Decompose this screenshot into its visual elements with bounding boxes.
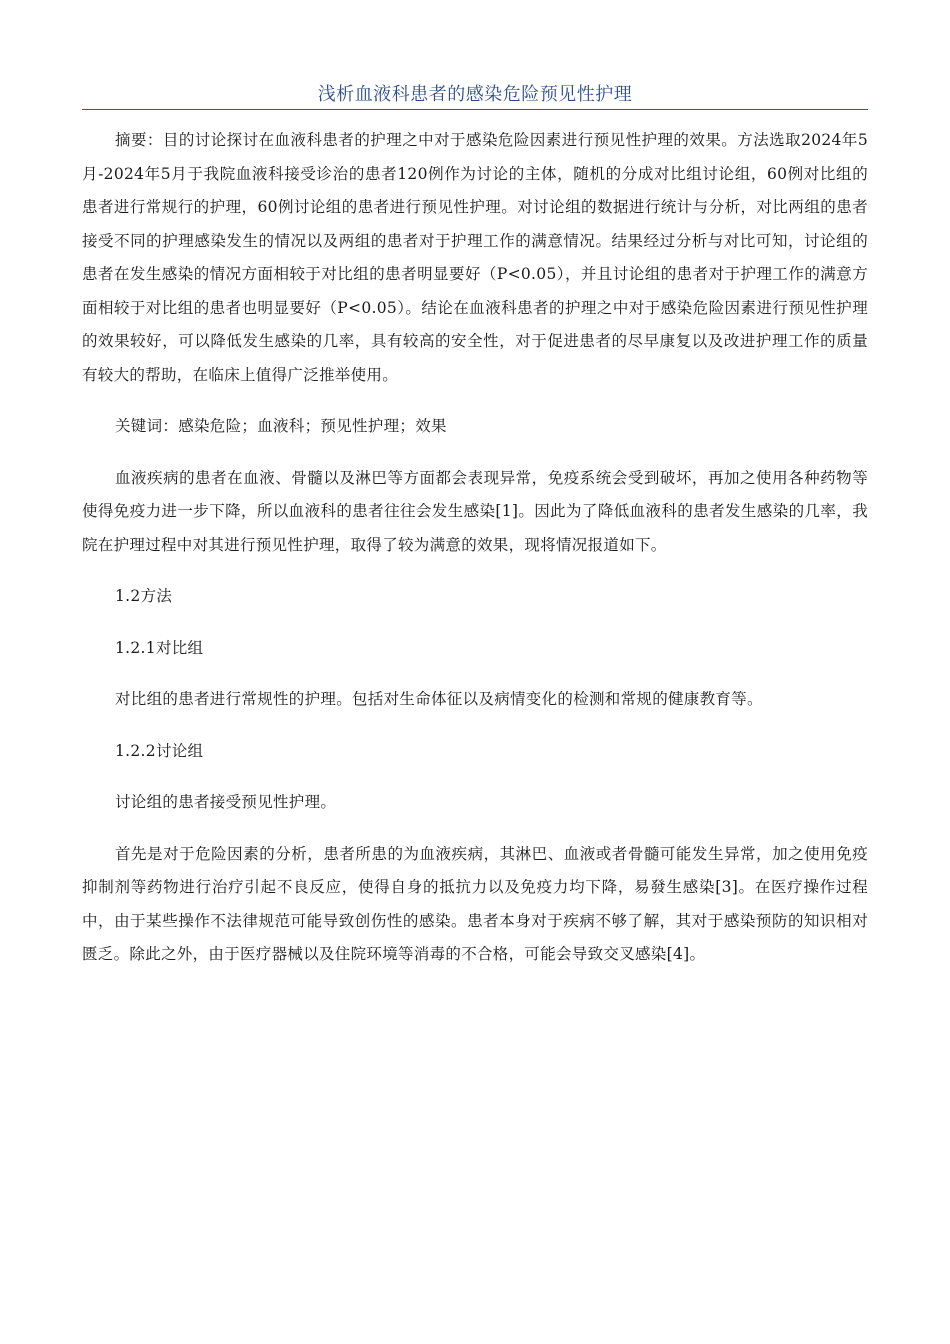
keywords-paragraph: 关键词：感染危险；血液科；预见性护理；效果 [115, 417, 447, 435]
document-body [82, 124, 868, 972]
subsection-heading-study: 1.2.2讨论组 [115, 741, 204, 760]
control-group-paragraph: 对比组的患者进行常规性的护理。包括对生命体征以及病情变化的检测和常规的健康教育等。 [115, 690, 763, 708]
document-header [82, 80, 868, 110]
abstract-paragraph: 摘要：目的讨论探讨在血液科患者的护理之中对于感染危险因素进行预见性护理的效果。方法选取2024年5月-2024年5月于我院血液科接受诊治的患者120例作为讨论的主体，随机的分成对比组讨论组，60例对比组的患者进行常规行的护理，60例讨论组的患者进行预见性护理。对讨论组的数据进行统计与分析，对比两组的患者接受不同的护理感染发生的情况以及两组的患者对于护理工作的满意情况。结果经过分析与对比可知，讨论组的患者在发生感染的情况方面相较于对比组的患者明显要好（P<0.05），并且讨论组的患者对于护理工作的满意方面相较于对比组的患者也明显要好（P<0.05）。结论在血液科患者的护理之中对于感染危险因素进行预见性护理的效果较好，可以降低发生感染的几率，具有较高的安全性，对于促进患者的尽早康复以及改进护理工作的质量有较大的帮助，在临床上值得广泛推举使用。 [82, 131, 868, 384]
section-heading-methods: 1.2方法 [115, 587, 173, 605]
page-title: 浅析血液科患者的感染危险预见性护理 [317, 84, 633, 105]
study-group-paragraph: 讨论组的患者接受预见性护理。 [115, 793, 337, 811]
intro-paragraph: 血液疾病的患者在血液、骨髓以及淋巴等方面都会表现异常，免疫系统会受到破坏，再加之使用各种药物等使得免疫力进一步下降，所以血液科的患者往往会发生感染[1]。因此为了降低血液科的患者发生感染的几率，我院在护理过程中对其进行预见性护理，取得了较为满意的效果，现将情况报道如下。 [82, 468, 868, 554]
subsection-heading-control: 1.2.1对比组 [115, 638, 204, 657]
risk-analysis-paragraph: 首先是对于危险因素的分析，患者所患的为血液疾病，其淋巴、血液或者骨髓可能发生异常，加之使用免疫抑制剂等药物进行治疗引起不良反应，使得自身的抵抗力以及免疫力均下降，易發生感染[3]。在医疗操作过程中，由于某些操作不法律规范可能导致创伤性的感染。患者本身对于疾病不够了解，其对于感染预防的知识相对匮乏。除此之外，由于医疗器械以及住院环境等消毒的不合格，可能会导致交叉感染[4]。 [82, 844, 868, 963]
